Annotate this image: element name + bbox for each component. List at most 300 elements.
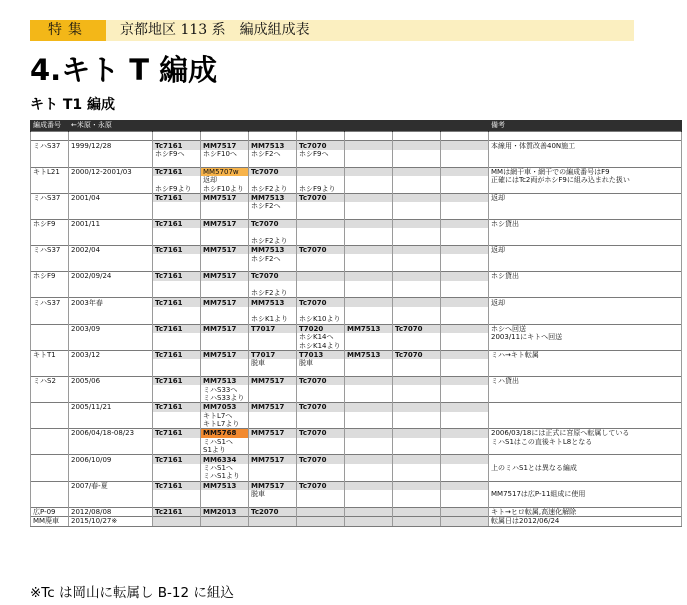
table-cell xyxy=(393,412,441,420)
table-cell xyxy=(441,237,489,246)
table-cell xyxy=(441,455,489,464)
table-cell xyxy=(31,176,69,184)
table-cell xyxy=(297,167,345,176)
table-body xyxy=(31,132,682,527)
column-header: 備考 xyxy=(489,120,682,132)
table-cell xyxy=(441,211,489,220)
table-cell: ミハS37 xyxy=(31,298,69,307)
table-row xyxy=(31,289,682,298)
column-header xyxy=(297,120,345,132)
table-cell: 2003/09 xyxy=(69,324,153,333)
table-cell xyxy=(489,385,682,393)
formation-row xyxy=(31,219,682,228)
table-cell xyxy=(345,412,393,420)
table-cell xyxy=(297,202,345,210)
table-cell: MM7513 xyxy=(249,298,297,307)
table-cell xyxy=(201,315,249,324)
table-cell xyxy=(297,237,345,246)
table-cell xyxy=(393,272,441,281)
table-cell xyxy=(393,254,441,262)
table-cell xyxy=(393,507,441,516)
table-cell xyxy=(31,263,69,272)
table-cell xyxy=(345,464,393,472)
table-cell: T7017 xyxy=(249,350,297,359)
table-cell xyxy=(69,289,153,298)
table-cell: Tc7161 xyxy=(153,481,201,490)
table-cell xyxy=(31,202,69,210)
table-cell xyxy=(441,289,489,298)
table-cell: MM7517 xyxy=(201,272,249,281)
table-cell: 2005/06 xyxy=(69,376,153,385)
table-cell xyxy=(297,272,345,281)
table-cell xyxy=(249,228,297,236)
table-cell xyxy=(441,281,489,289)
table-cell: MM2013 xyxy=(201,507,249,516)
table-cell: MM7513 xyxy=(249,141,297,150)
table-cell: T7013 xyxy=(297,350,345,359)
table-cell xyxy=(345,219,393,228)
table-row xyxy=(31,237,682,246)
table-cell: 2000/12-2001/03 xyxy=(69,167,153,176)
formation-row xyxy=(31,193,682,202)
table-cell xyxy=(69,237,153,246)
table-row xyxy=(31,254,682,262)
table-cell xyxy=(345,481,393,490)
table-cell xyxy=(489,254,682,262)
table-cell xyxy=(153,412,201,420)
table-cell xyxy=(297,132,345,141)
table-cell xyxy=(297,507,345,516)
table-cell: MM7513 xyxy=(201,376,249,385)
table-cell: 返却 xyxy=(489,246,682,255)
table-cell xyxy=(201,517,249,526)
table-row xyxy=(31,412,682,420)
table-cell xyxy=(153,176,201,184)
table-cell xyxy=(297,368,345,377)
table-cell: ホシF9へ xyxy=(153,150,201,158)
table-cell xyxy=(345,446,393,455)
table-cell: 返却 xyxy=(201,176,249,184)
table-cell xyxy=(153,464,201,472)
table-cell xyxy=(489,202,682,210)
table-cell xyxy=(489,211,682,220)
table-cell xyxy=(441,202,489,210)
table-row xyxy=(31,184,682,193)
table-cell: ミハ→キト転属 xyxy=(489,350,682,359)
table-cell: キトL21 xyxy=(31,167,69,176)
table-cell xyxy=(393,490,441,498)
table-cell xyxy=(489,341,682,350)
table-cell xyxy=(345,394,393,403)
table-cell xyxy=(393,333,441,341)
table-cell xyxy=(31,394,69,403)
table-cell xyxy=(345,281,393,289)
table-cell xyxy=(345,202,393,210)
column-header: ←米原・永原 xyxy=(69,120,153,132)
table-cell xyxy=(393,464,441,472)
table-cell xyxy=(345,246,393,255)
table-cell xyxy=(69,412,153,420)
table-cell xyxy=(69,281,153,289)
table-row xyxy=(31,132,682,141)
table-cell: ホシK1より xyxy=(249,315,297,324)
table-cell: Tc7070 xyxy=(249,219,297,228)
table-cell xyxy=(489,228,682,236)
table-cell xyxy=(489,237,682,246)
table-cell xyxy=(249,517,297,526)
table-cell xyxy=(69,176,153,184)
table-cell xyxy=(297,412,345,420)
table-cell xyxy=(69,158,153,167)
table-cell: ホシF9へ xyxy=(297,150,345,158)
table-cell: MM7517 xyxy=(249,376,297,385)
table-cell xyxy=(201,333,249,341)
table-cell: MM7513 xyxy=(201,481,249,490)
table-cell: ミハS37 xyxy=(31,246,69,255)
table-cell xyxy=(489,307,682,315)
table-cell xyxy=(153,281,201,289)
table-cell: Tc2070 xyxy=(249,507,297,516)
table-cell xyxy=(345,429,393,438)
table-cell xyxy=(297,420,345,429)
table-cell xyxy=(345,420,393,429)
table-cell xyxy=(441,228,489,236)
table-cell xyxy=(249,385,297,393)
table-cell: Tc7070 xyxy=(297,376,345,385)
table-cell xyxy=(441,219,489,228)
table-cell xyxy=(345,376,393,385)
table-cell xyxy=(393,281,441,289)
table-cell xyxy=(345,141,393,150)
table-cell xyxy=(345,307,393,315)
table-row xyxy=(31,368,682,377)
table-cell xyxy=(153,385,201,393)
table-row xyxy=(31,490,682,498)
column-header xyxy=(441,120,489,132)
table-cell: 2001/04 xyxy=(69,193,153,202)
table-cell: Tc7161 xyxy=(153,272,201,281)
table-cell xyxy=(31,429,69,438)
table-cell xyxy=(153,315,201,324)
table-cell: Tc7070 xyxy=(297,193,345,202)
table-row xyxy=(31,307,682,315)
table-cell: MM7513 xyxy=(249,193,297,202)
table-cell xyxy=(489,394,682,403)
table-cell xyxy=(393,481,441,490)
table-cell: Tc7161 xyxy=(153,455,201,464)
table-cell: ホシ貸出 xyxy=(489,272,682,281)
table-cell: 広P-09 xyxy=(31,507,69,516)
table-cell xyxy=(69,307,153,315)
table-cell xyxy=(489,359,682,367)
table-cell: Tc7161 xyxy=(153,403,201,412)
table-cell xyxy=(441,298,489,307)
table-cell xyxy=(31,464,69,472)
table-cell: MM7517 xyxy=(201,219,249,228)
table-cell xyxy=(441,438,489,446)
table-cell xyxy=(69,472,153,481)
table-row xyxy=(31,158,682,167)
table-cell: ホシF2より xyxy=(249,289,297,298)
table-cell xyxy=(153,446,201,455)
table-cell: 2007/春-夏 xyxy=(69,481,153,490)
table-header-row xyxy=(31,120,682,132)
table-cell xyxy=(489,289,682,298)
section-banner xyxy=(30,20,634,41)
table-cell xyxy=(201,341,249,350)
column-header xyxy=(249,120,297,132)
table-cell xyxy=(441,324,489,333)
formation-row xyxy=(31,246,682,255)
table-cell: ホシ貸出 xyxy=(489,219,682,228)
table-cell xyxy=(441,394,489,403)
table-cell xyxy=(441,307,489,315)
table-cell xyxy=(345,403,393,412)
table-cell: Tc7070 xyxy=(297,141,345,150)
formation-row xyxy=(31,376,682,385)
table-cell: キトL7へ xyxy=(201,412,249,420)
table-cell: Tc7161 xyxy=(153,324,201,333)
table-cell: 2012/08/08 xyxy=(69,507,153,516)
table-cell xyxy=(31,368,69,377)
table-cell: MM廃車 xyxy=(31,517,69,526)
table-cell: ホシF2へ xyxy=(249,150,297,158)
table-cell xyxy=(393,368,441,377)
table-cell xyxy=(31,281,69,289)
table-cell xyxy=(297,228,345,236)
table-cell xyxy=(249,420,297,429)
table-cell xyxy=(297,254,345,262)
section-tag: 特集 xyxy=(30,20,106,41)
table-cell: Tc7070 xyxy=(393,350,441,359)
table-cell xyxy=(31,403,69,412)
table-cell xyxy=(201,202,249,210)
table-cell: ホシF2より xyxy=(249,184,297,193)
table-cell xyxy=(441,246,489,255)
table-cell xyxy=(441,376,489,385)
table-cell: MM7517 xyxy=(249,429,297,438)
table-cell xyxy=(31,412,69,420)
table-cell xyxy=(393,150,441,158)
table-cell xyxy=(489,315,682,324)
table-cell: Tc7070 xyxy=(297,455,345,464)
table-cell: ホシF9より xyxy=(153,184,201,193)
table-cell xyxy=(393,315,441,324)
table-cell xyxy=(153,202,201,210)
table-cell xyxy=(393,446,441,455)
table-cell xyxy=(297,158,345,167)
table-cell: 脱車 xyxy=(249,359,297,367)
table-cell xyxy=(393,472,441,481)
table-cell xyxy=(69,438,153,446)
table-cell xyxy=(249,132,297,141)
table-cell xyxy=(393,498,441,507)
table-cell xyxy=(31,237,69,246)
table-cell: Tc7161 xyxy=(153,246,201,255)
page-title: 4.キト T 編成 xyxy=(30,53,218,87)
table-cell: ミハS1へ xyxy=(201,438,249,446)
table-cell xyxy=(441,141,489,150)
table-cell xyxy=(249,281,297,289)
table-cell xyxy=(249,412,297,420)
table-cell xyxy=(345,455,393,464)
table-cell xyxy=(69,211,153,220)
table-cell: Tc7070 xyxy=(393,324,441,333)
table-cell xyxy=(441,193,489,202)
table-cell: Tc7070 xyxy=(297,481,345,490)
table-cell: MM7517 xyxy=(249,481,297,490)
formation-row xyxy=(31,481,682,490)
table-cell xyxy=(69,263,153,272)
table-cell: T7017 xyxy=(249,324,297,333)
table-cell xyxy=(441,263,489,272)
table-cell xyxy=(297,517,345,526)
table-cell xyxy=(489,158,682,167)
table-row xyxy=(31,176,682,184)
table-cell: Tc7070 xyxy=(249,167,297,176)
table-cell: 脱車 xyxy=(249,490,297,498)
column-header xyxy=(153,120,201,132)
table-cell xyxy=(345,385,393,393)
table-cell xyxy=(153,132,201,141)
table-cell xyxy=(249,333,297,341)
table-cell: ミハS37 xyxy=(31,193,69,202)
table-cell xyxy=(345,132,393,141)
table-cell xyxy=(345,263,393,272)
table-cell xyxy=(441,446,489,455)
table-cell xyxy=(31,211,69,220)
table-cell xyxy=(393,341,441,350)
table-cell xyxy=(297,498,345,507)
table-cell xyxy=(345,315,393,324)
table-cell: 2006/04/18-08/23 xyxy=(69,429,153,438)
table-cell xyxy=(393,359,441,367)
table-cell xyxy=(345,158,393,167)
table-cell: MM7517は広P-11組成に使用 xyxy=(489,490,682,498)
formation-row xyxy=(31,403,682,412)
table-cell xyxy=(393,438,441,446)
table-cell xyxy=(441,464,489,472)
table-cell xyxy=(441,385,489,393)
table-cell xyxy=(201,368,249,377)
table-cell xyxy=(393,307,441,315)
table-cell xyxy=(31,150,69,158)
table-cell xyxy=(489,498,682,507)
table-cell xyxy=(69,359,153,367)
table-cell xyxy=(69,132,153,141)
table-cell: Tc2161 xyxy=(153,507,201,516)
table-cell: キトL7より xyxy=(201,420,249,429)
formation-row xyxy=(31,350,682,359)
table-cell: MM7053 xyxy=(201,403,249,412)
table-cell xyxy=(345,490,393,498)
table-cell xyxy=(297,438,345,446)
table-cell: ホシF2へ xyxy=(249,254,297,262)
table-cell xyxy=(393,219,441,228)
table-cell xyxy=(153,517,201,526)
table-cell: 2005/11/21 xyxy=(69,403,153,412)
table-cell: Tc7070 xyxy=(249,272,297,281)
table-cell xyxy=(489,403,682,412)
table-cell: T7020 xyxy=(297,324,345,333)
table-cell xyxy=(31,132,69,141)
table-cell: Tc7161 xyxy=(153,219,201,228)
table-cell: 2002/09/24 xyxy=(69,272,153,281)
formation-table xyxy=(30,120,682,527)
table-cell xyxy=(153,490,201,498)
table-cell: 転属日は2012/06/24 xyxy=(489,517,682,526)
table-cell: ミハ貸出 xyxy=(489,376,682,385)
table-cell xyxy=(345,237,393,246)
table-cell xyxy=(69,420,153,429)
formation-row xyxy=(31,167,682,176)
table-cell xyxy=(297,219,345,228)
table-cell xyxy=(393,263,441,272)
table-cell: Tc7161 xyxy=(153,193,201,202)
table-cell xyxy=(31,333,69,341)
table-cell: ミハS37 xyxy=(31,141,69,150)
table-cell xyxy=(201,158,249,167)
table-cell xyxy=(153,228,201,236)
table-cell xyxy=(153,307,201,315)
table-cell: 返却 xyxy=(489,298,682,307)
table-cell xyxy=(345,368,393,377)
table-cell xyxy=(441,341,489,350)
table-cell xyxy=(297,464,345,472)
table-cell xyxy=(393,184,441,193)
table-cell xyxy=(393,228,441,236)
table-row xyxy=(31,341,682,350)
table-cell: ミハS1より xyxy=(201,472,249,481)
table-cell xyxy=(393,420,441,429)
table-row xyxy=(31,228,682,236)
table-cell xyxy=(201,263,249,272)
table-cell: キトT1 xyxy=(31,350,69,359)
table-cell: 2015/10/27※ xyxy=(69,517,153,526)
table-cell xyxy=(153,254,201,262)
table-cell xyxy=(69,184,153,193)
column-header xyxy=(393,120,441,132)
table-cell xyxy=(69,150,153,158)
table-cell xyxy=(69,315,153,324)
table-cell xyxy=(297,446,345,455)
table-cell xyxy=(153,472,201,481)
table-cell xyxy=(441,429,489,438)
table-cell xyxy=(441,254,489,262)
table-cell: ホシF9 xyxy=(31,272,69,281)
table-cell xyxy=(345,167,393,176)
table-cell xyxy=(201,490,249,498)
table-cell xyxy=(345,193,393,202)
table-cell xyxy=(393,202,441,210)
table-cell xyxy=(345,228,393,236)
table-cell xyxy=(31,307,69,315)
table-cell xyxy=(393,176,441,184)
table-cell xyxy=(441,368,489,377)
table-cell xyxy=(489,412,682,420)
table-cell xyxy=(441,498,489,507)
table-cell xyxy=(345,254,393,262)
table-cell xyxy=(201,289,249,298)
table-cell: Tc7070 xyxy=(297,403,345,412)
table-row xyxy=(31,464,682,472)
table-cell xyxy=(31,254,69,262)
table-cell: 2003/11にキトへ回送 xyxy=(489,333,682,341)
table-cell xyxy=(393,429,441,438)
table-cell xyxy=(153,341,201,350)
table-cell xyxy=(153,211,201,220)
table-cell xyxy=(249,394,297,403)
